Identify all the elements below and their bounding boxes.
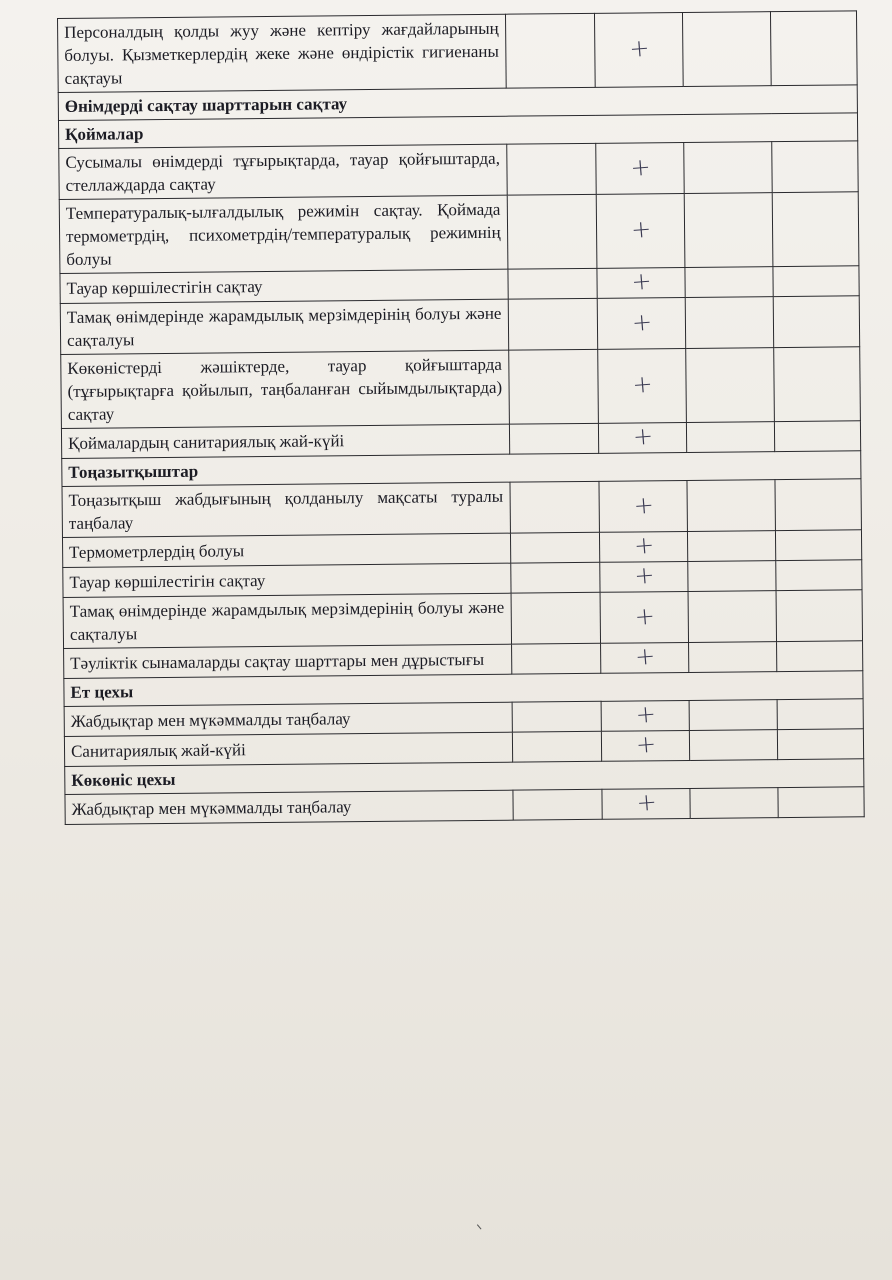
empty-cell (773, 266, 859, 297)
mark-cell (597, 193, 686, 268)
mark-cell (600, 531, 688, 562)
empty-cell (777, 641, 863, 672)
mark-cell (596, 142, 684, 194)
empty-cell (507, 194, 598, 269)
empty-cell (776, 590, 862, 642)
empty-cell (775, 421, 861, 452)
mark-cell (600, 561, 688, 592)
empty-cell (778, 787, 864, 818)
empty-cell (777, 699, 863, 730)
section-heading: Ет цехы (64, 671, 863, 707)
criterion-cell: Температуралық-ылғалдылық режимін сақтау. Қоймада термометрдің, психометрдің/температуралық режимнің болуы (59, 195, 507, 273)
criterion-cell: Көкөністерді жәшіктерде, тауар қойғыштарда (тұғырықтарға қойылып, таңбаланған сыйымдылықтарда) сақтау (61, 350, 509, 428)
empty-cell (776, 530, 862, 561)
empty-cell (688, 531, 776, 562)
empty-cell (774, 347, 861, 422)
empty-cell (510, 562, 600, 593)
empty-cell (509, 423, 599, 454)
mark-cell (598, 348, 687, 423)
handwritten-plus-mark: + (634, 699, 657, 730)
mark-cell (595, 12, 684, 87)
empty-cell (506, 143, 596, 195)
criterion-cell: Тауар көршілестігін сақтау (60, 269, 508, 303)
empty-cell (508, 298, 598, 350)
empty-cell (512, 701, 602, 732)
criterion-cell: Қоймалардың санитариялық жай-күйі (61, 424, 509, 458)
empty-cell (772, 192, 859, 267)
empty-cell (689, 642, 777, 673)
table-row (59, 192, 859, 274)
mark-cell (602, 700, 690, 731)
section-heading: Тоңазытқыштар (62, 451, 861, 487)
empty-cell (512, 789, 602, 820)
criterion-cell: Термометрлердің болуы (62, 533, 510, 567)
section-heading: Өнімдерді сақтау шарттарын сақтау (58, 85, 857, 121)
handwritten-plus-mark: + (633, 601, 656, 631)
table-row (58, 11, 858, 93)
table-row (59, 141, 858, 200)
table-row (61, 347, 861, 429)
mark-cell (602, 730, 690, 761)
empty-cell (511, 643, 601, 674)
handwritten-plus-mark: + (631, 369, 654, 400)
table-row (63, 590, 862, 649)
empty-cell (685, 267, 773, 298)
handwritten-plus-mark: + (629, 152, 652, 182)
handwritten-plus-mark: + (635, 787, 658, 818)
empty-cell (688, 561, 776, 592)
empty-cell (778, 729, 864, 760)
criterion-cell: Персоналдың қолды жуу және кептіру жағдайларының болуы. Қызметкерлердің жеке және өндірістік гигиенаны сақтауы (58, 14, 506, 92)
handwritten-plus-mark: + (628, 33, 651, 64)
checklist-table (57, 10, 865, 825)
mark-cell (602, 788, 690, 819)
empty-cell (771, 11, 858, 86)
table-row (62, 479, 861, 538)
empty-cell (687, 422, 775, 453)
section-heading: Қоймалар (58, 113, 857, 149)
criterion-cell: Тоңазытқыш жабдығының қолданылу мақсаты туралы таңбалау (62, 482, 510, 537)
handwritten-plus-mark: + (630, 307, 653, 337)
empty-cell (505, 13, 596, 88)
mark-cell (599, 480, 687, 532)
empty-cell (685, 193, 774, 268)
empty-cell (684, 142, 772, 194)
empty-cell (689, 700, 777, 731)
empty-cell (773, 296, 859, 348)
pen-stray-mark (477, 1220, 486, 1229)
criterion-cell: Сусымалы өнімдерді тұғырықтарда, тауар қойғыштарда, стеллаждарда сақтау (59, 144, 507, 199)
handwritten-plus-mark: + (629, 214, 653, 245)
empty-cell (775, 479, 861, 531)
section-heading: Көкөніс цехы (65, 759, 864, 795)
handwritten-plus-mark: + (632, 530, 656, 561)
empty-cell (686, 348, 775, 423)
criterion-cell: Жабдықтар мен мүкәммалды таңбалау (64, 702, 512, 736)
criterion-cell: Тамақ өнімдерінде жарамдылық мерзімдерінің болуы және сақталуы (63, 593, 511, 648)
handwritten-plus-mark: + (633, 560, 656, 591)
mark-cell (599, 422, 687, 453)
empty-cell (772, 141, 858, 193)
handwritten-plus-mark: + (631, 421, 655, 452)
criterion-cell: Жабдықтар мен мүкәммалды таңбалау (65, 790, 513, 824)
empty-cell (508, 349, 599, 424)
mark-cell (601, 642, 689, 673)
handwritten-plus-mark: + (632, 490, 655, 520)
empty-cell (683, 12, 772, 87)
empty-cell (512, 731, 602, 762)
criterion-cell: Тәуліктік сынамаларды сақтау шарттары мен дұрыстығы (64, 644, 512, 678)
handwritten-plus-mark: + (630, 266, 653, 297)
mark-cell (601, 591, 689, 643)
criterion-cell: Тауар көршілестігін сақтау (63, 563, 511, 597)
handwritten-plus-mark: + (633, 641, 657, 672)
empty-cell (507, 268, 597, 299)
empty-cell (510, 532, 600, 563)
empty-cell (776, 560, 862, 591)
mark-cell (598, 297, 686, 349)
table-row (65, 787, 864, 825)
empty-cell (686, 297, 774, 349)
handwritten-plus-mark: + (634, 729, 657, 760)
criterion-cell: Тамақ өнімдерінде жарамдылық мерзімдерінің болуы және сақталуы (60, 299, 508, 354)
empty-cell (690, 788, 778, 819)
empty-cell (688, 591, 776, 643)
criterion-cell: Санитариялық жай-күйі (64, 732, 512, 766)
empty-cell (690, 730, 778, 761)
empty-cell (511, 592, 601, 644)
empty-cell (687, 480, 775, 532)
mark-cell (597, 267, 685, 298)
empty-cell (510, 481, 600, 533)
table-row (60, 296, 859, 355)
